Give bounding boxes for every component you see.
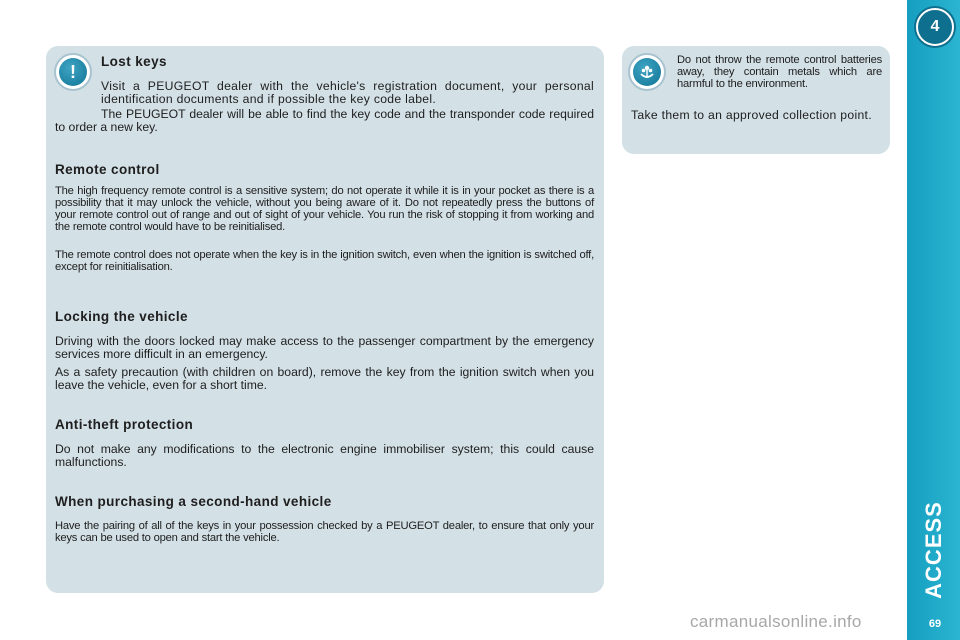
environment-panel bbox=[622, 46, 890, 154]
locking-para-2: As a safety precaution (with children on board), remove the key from the ignition switch when you leave the vehicle, even for a short time. bbox=[55, 365, 594, 392]
lost-keys-heading: Lost keys bbox=[101, 54, 167, 69]
remote-control-para-2: The remote control does not operate when the key is in the ignition switch, even when the ignition is switched off, except for reinitialisation. bbox=[55, 249, 594, 273]
remote-control-para-1: The high frequency remote control is a sensitive system; do not operate it while it is in your pocket as there is a possibility that it may unlock the vehicle, without you being aware of it. Do not repeatedly press the buttons of your remote control out of range and out of sight of your vehicle. You run the risk of stopping it from working and the remote control would have to be reinitialised. bbox=[55, 185, 594, 233]
main-info-panel bbox=[46, 46, 604, 593]
anti-theft-para-1: Do not make any modifications to the electronic engine immobiliser system; this could cause malfunctions. bbox=[55, 442, 594, 469]
chapter-number: 4 bbox=[930, 18, 940, 35]
exclamation-icon: ! bbox=[54, 53, 92, 91]
anti-theft-heading: Anti-theft protection bbox=[55, 417, 194, 432]
environment-para-1: Do not throw the remote control batteries away, they contain metals which are harmful to the environment. bbox=[677, 54, 882, 90]
remote-control-heading: Remote control bbox=[55, 162, 160, 177]
environment-para-2: Take them to an approved collection point. bbox=[631, 108, 872, 122]
section-title: ACCESS bbox=[921, 501, 946, 599]
flower-icon bbox=[638, 63, 656, 81]
page-number: 69 bbox=[928, 618, 942, 630]
lost-keys-para-2: The PEUGEOT dealer will be able to find the key code and the transponder code required to order a new key. bbox=[55, 107, 594, 134]
section-title-container bbox=[910, 500, 958, 600]
recycle-flower-icon bbox=[628, 53, 666, 91]
chapter-number-badge bbox=[916, 8, 954, 46]
locking-para-1: Driving with the doors locked may make access to the passenger compartment by the emergency services more difficult in an emergency. bbox=[55, 334, 594, 361]
locking-heading: Locking the vehicle bbox=[55, 309, 188, 324]
watermark-text: carmanualsonline.info bbox=[690, 612, 862, 631]
second-hand-heading: When purchasing a second-hand vehicle bbox=[55, 494, 332, 509]
lost-keys-para-1: Visit a PEUGEOT dealer with the vehicle's registration document, your personal identification documents and if possible the key code label. bbox=[101, 79, 594, 106]
second-hand-para-1: Have the pairing of all of the keys in your possession checked by a PEUGEOT dealer, to ensure that only your keys can be used to open and start the vehicle. bbox=[55, 520, 594, 544]
